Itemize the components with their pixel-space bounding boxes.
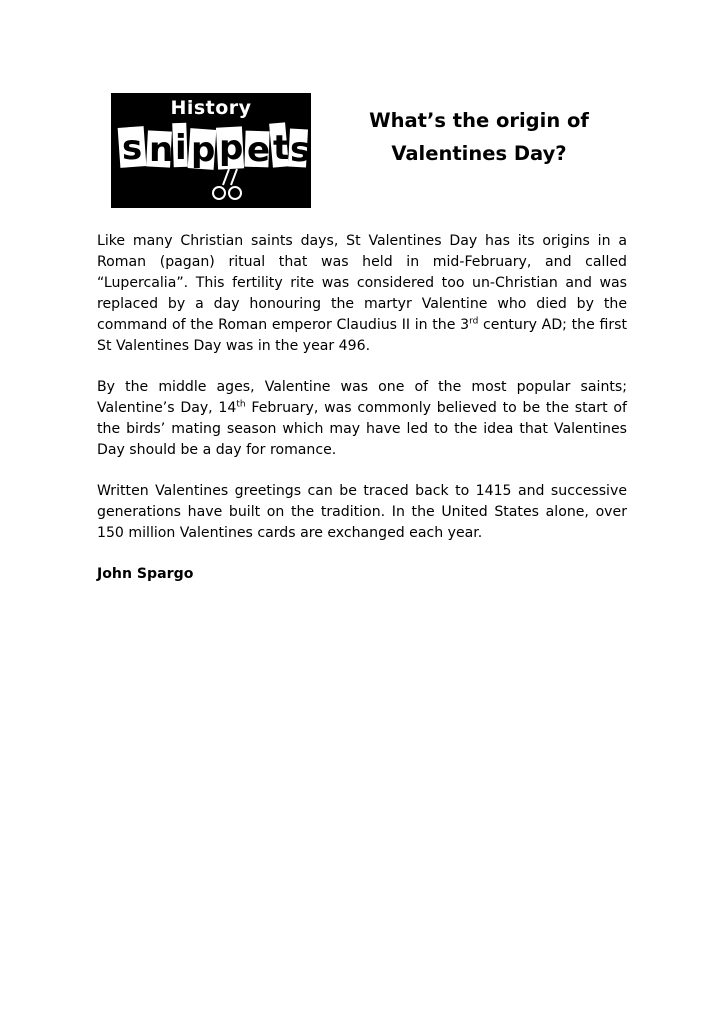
svg-text:s: s <box>122 128 143 168</box>
paragraph-2-text-b: February, was commonly believed to be the start of the birds’ mating season which may have led to the idea that Valentines Day should be a day for romance. <box>97 400 627 458</box>
article-body <box>97 231 627 605</box>
logo-history-text: History <box>170 97 252 119</box>
paragraph-2 <box>97 377 627 461</box>
paragraph-1-text-a: Like many Christian saints days, St Valentines Day has its origins in a Roman (pagan) ritual that was held in mid-February, and called “Lupercalia”. This fertility rite was considered too un-Christian and was replaced by a day honouring the martyr Valentine who died by the command of the Roman emperor Claudius II in the 3 <box>97 233 627 333</box>
title-line-2: Valentines Day? <box>391 142 567 165</box>
scissors-icon <box>213 169 241 199</box>
paragraph-3: Written Valentines greetings can be traced back to 1415 and successive generations have built on the tradition. In the United States alone, over 150 million Valentines cards are exchanged each year. <box>97 483 627 541</box>
svg-text:t: t <box>273 128 290 168</box>
svg-text:s: s <box>290 130 311 170</box>
paragraph-2-text-a: By the middle ages, Valentine was one of the most popular saints; Valentine’s Day, 14 <box>97 379 627 416</box>
author-name: John Spargo <box>97 566 194 582</box>
history-snippets-logo <box>111 93 311 208</box>
svg-text:e: e <box>247 130 271 170</box>
ordinal-suffix: th <box>236 399 246 410</box>
svg-text:n: n <box>149 130 174 170</box>
svg-text:p: p <box>191 130 216 170</box>
svg-text:p: p <box>219 128 244 168</box>
paragraph-1 <box>97 231 627 357</box>
logo-snippets-letters <box>122 128 310 170</box>
ordinal-suffix: rd <box>469 316 479 327</box>
paragraph-1-text-b: century AD; the first St Valentines Day was in the year 496. <box>97 317 627 354</box>
page-title <box>340 104 618 170</box>
scissors-snippets-graphic <box>111 93 311 208</box>
svg-text:i: i <box>175 128 187 168</box>
title-line-1: What’s the origin of <box>369 109 589 132</box>
